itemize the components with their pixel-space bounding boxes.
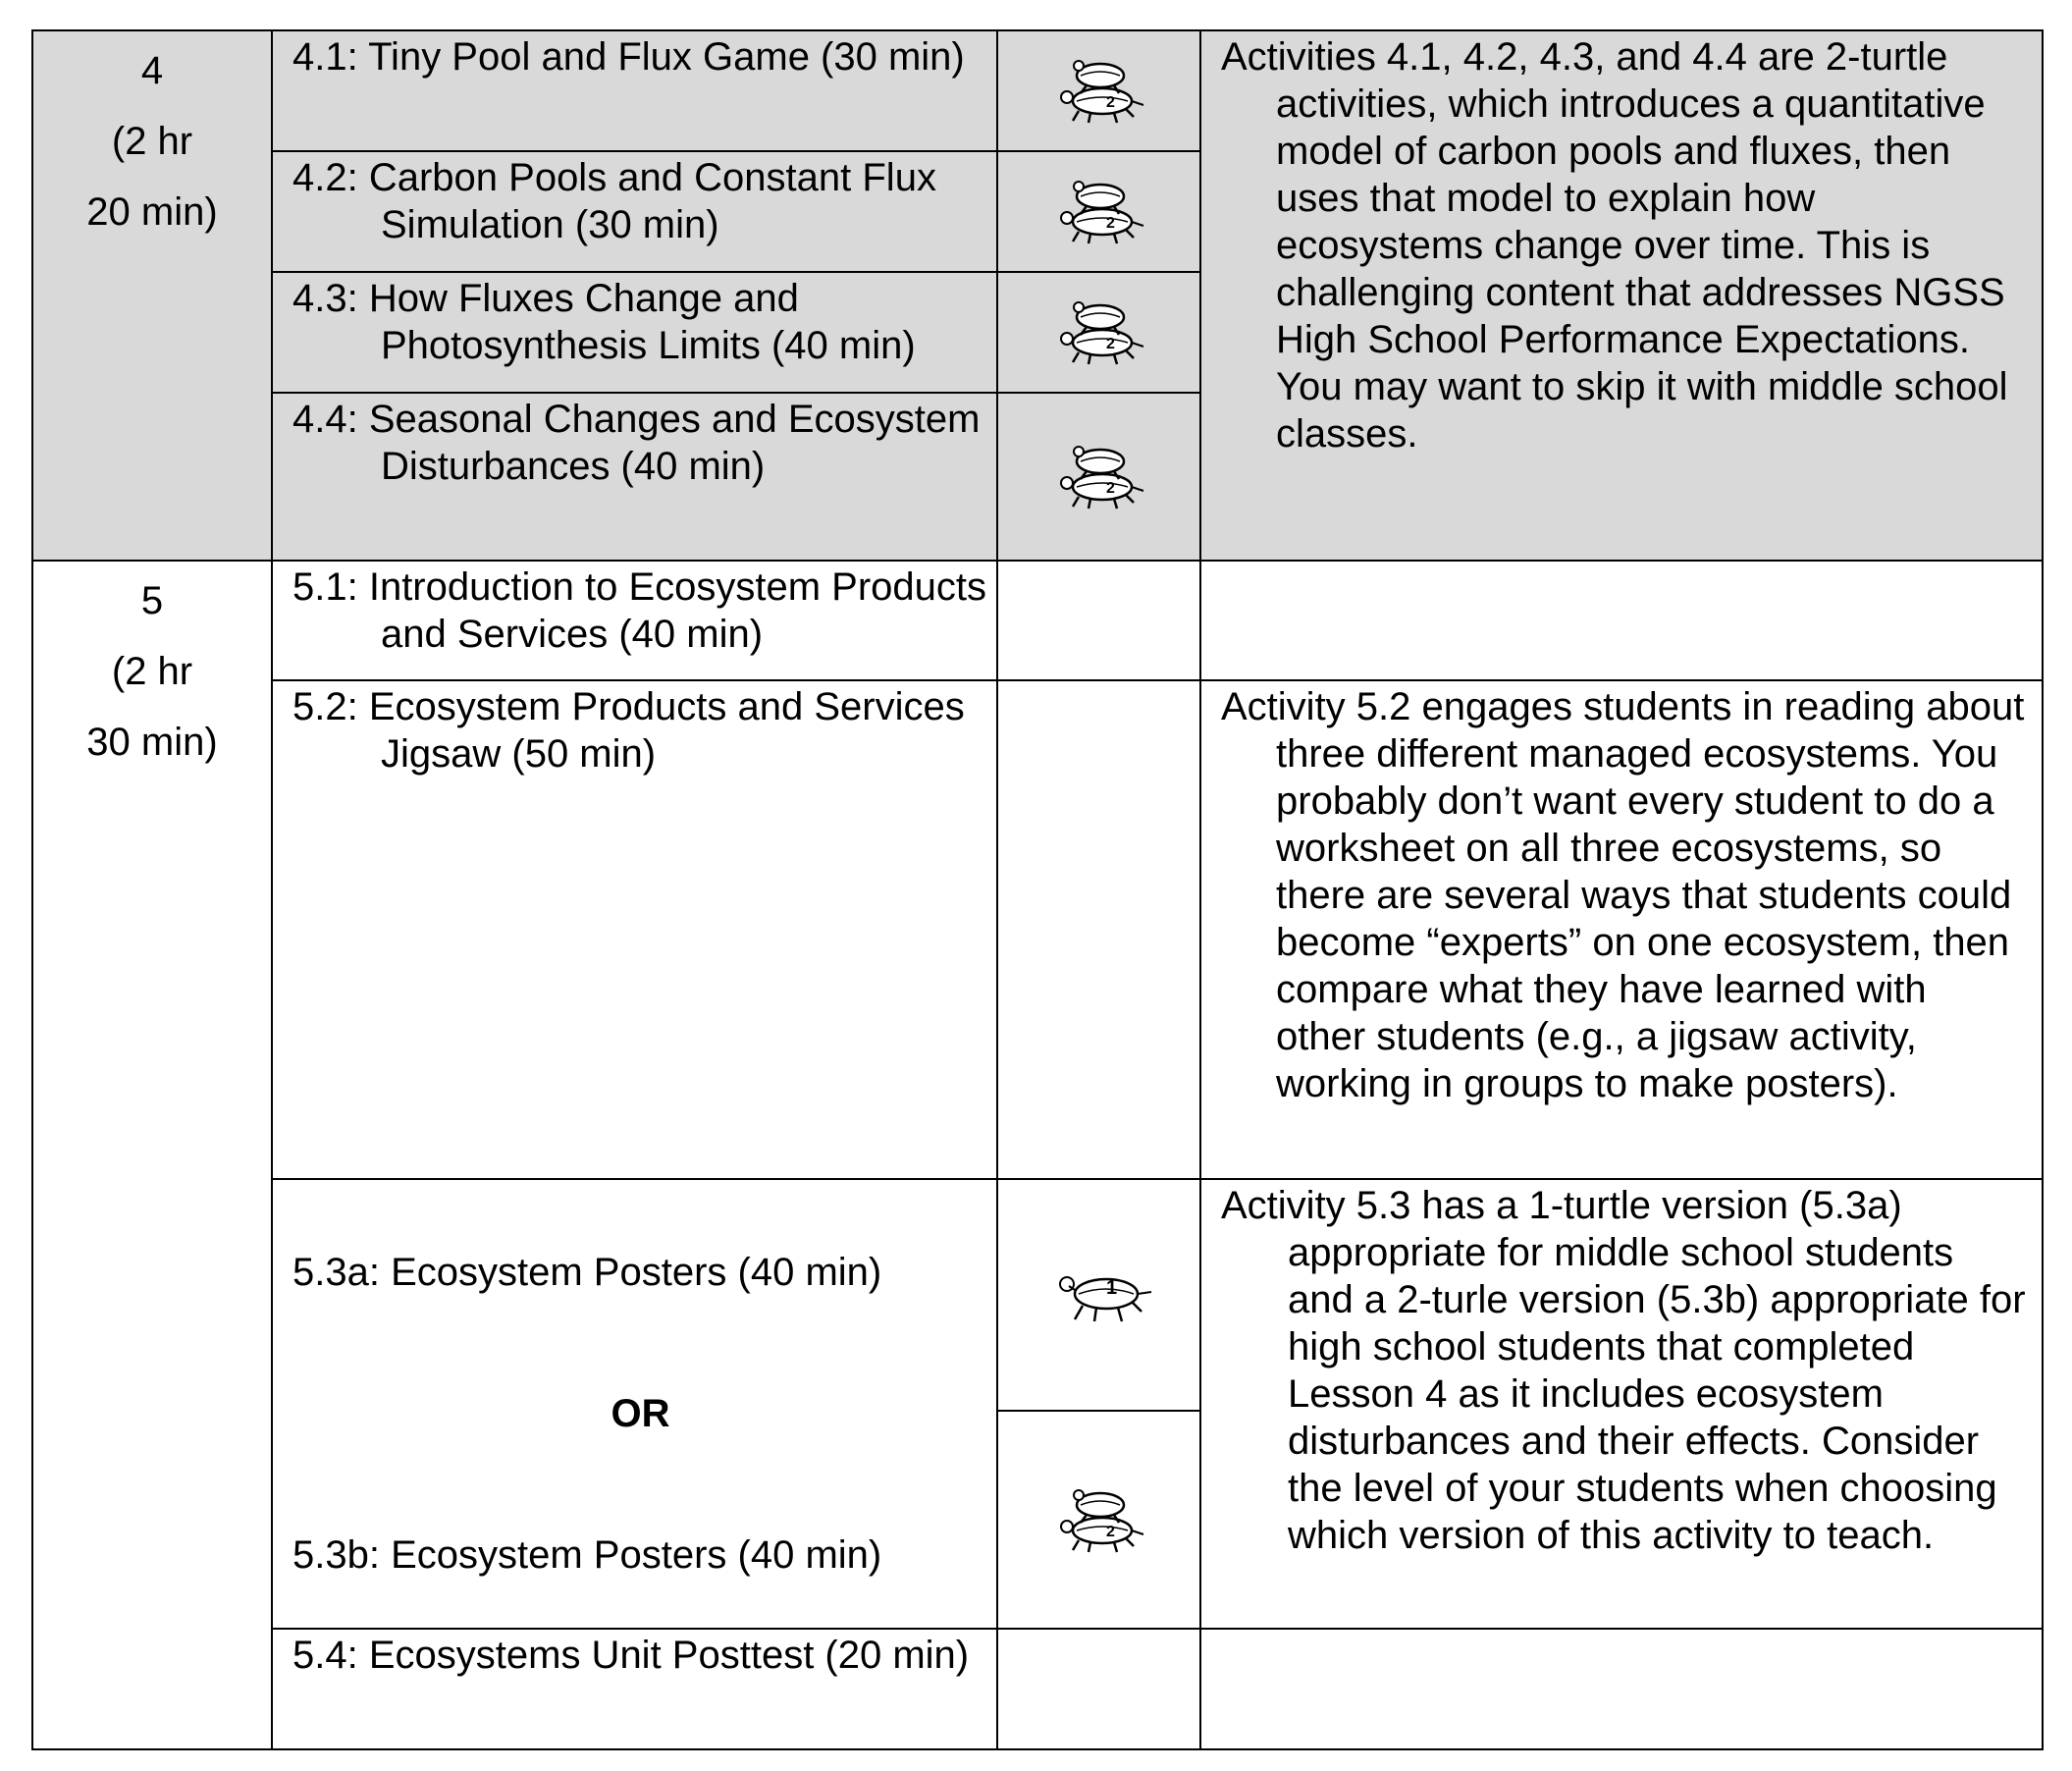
activity-label: 5.2: Ecosystem Products and Services Jigsaw (50 min) [292,685,965,776]
turtle-cell [997,1179,1200,1411]
turtle-cell [997,393,1200,561]
activity-label: 4.4: Seasonal Changes and Ecosystem Disturbances (40 min) [292,398,981,488]
activity-label: 5.3a: Ecosystem Posters (40 min) [292,1251,882,1294]
lesson-4-cell [32,30,272,561]
turtle-cell [997,151,1200,272]
activity-cell [272,561,997,680]
lesson-time: 30 min) [86,721,218,764]
lesson-number: 5 [140,579,164,622]
activity-label: 5.4: Ecosystems Unit Posttest (20 min) [292,1634,970,1677]
lesson-5-cell [32,561,272,1749]
turtle-cell [997,680,1200,1179]
lesson-note: Activities 4.1, 4.2, 4.3, and 4.4 are 2-turtle activities, which introduces a quantitative model of carbon pools and fluxes, then uses that model to explain how ecosystems change over time. This is challenging content that addresses NGSS High School Performance Expectations. You may want to skip it with middle school classes. [1221,35,2008,456]
note-cell [1200,1629,2043,1749]
turtle-cell [997,1411,1200,1629]
two-turtle-icon [1045,288,1153,366]
lesson-time: (2 hr [111,120,193,163]
lesson-note: Activity 5.3 has a 1-turtle version (5.3a) appropriate for middle school students and a 2-turle version (5.3b) appropriate for high school students that completed Lesson 4 as it includes ecosystem disturbances and their effects. Consider the level of your students when choosing which version of this activity to teach. [1221,1184,2026,1557]
two-turtle-icon [1045,432,1153,510]
lesson-time: (2 hr [111,650,193,693]
note-cell [1200,561,2043,680]
lesson-number: 4 [140,49,164,92]
activity-label: 4.1: Tiny Pool and Flux Game (30 min) [292,35,965,79]
turtle-cell [997,272,1200,393]
activity-label: 5.3b: Ecosystem Posters (40 min) [292,1533,882,1577]
activity-cell [272,393,997,561]
activity-cell [272,151,997,272]
activity-cell [272,30,997,151]
activity-cell [272,272,997,393]
lesson-note: Activity 5.2 engages students in reading about three different managed ecosystems. You probably don’t want every student to do a worksheet on all three ecosystems, so there are several ways that students could become “experts” on one ecosystem, then compare what they have learned with other students (e.g., a jigsaw activity, working in groups to make posters). [1221,685,2025,1105]
activity-label: 4.2: Carbon Pools and Constant Flux Simulation (30 min) [292,156,936,246]
turtle-cell [997,30,1200,151]
one-turtle-icon [1045,1251,1153,1329]
activity-cell [272,1629,997,1749]
note-cell [1200,1179,2043,1629]
or-label: OR [611,1392,670,1435]
two-turtle-icon [1045,1476,1153,1554]
activity-label: 5.1: Introduction to Ecosystem Products and Services (40 min) [292,565,987,656]
activity-label: 4.3: How Fluxes Change and Photosynthesis Limits (40 min) [292,277,916,367]
two-turtle-icon [1045,167,1153,245]
lesson-table [31,29,2044,1750]
lesson-time: 20 min) [86,190,218,234]
note-cell [1200,30,2043,561]
turtle-cell [997,1629,1200,1749]
activity-cell [272,1179,997,1629]
two-turtle-icon [1045,46,1153,125]
turtle-cell [997,561,1200,680]
note-cell [1200,680,2043,1179]
activity-cell [272,680,997,1179]
